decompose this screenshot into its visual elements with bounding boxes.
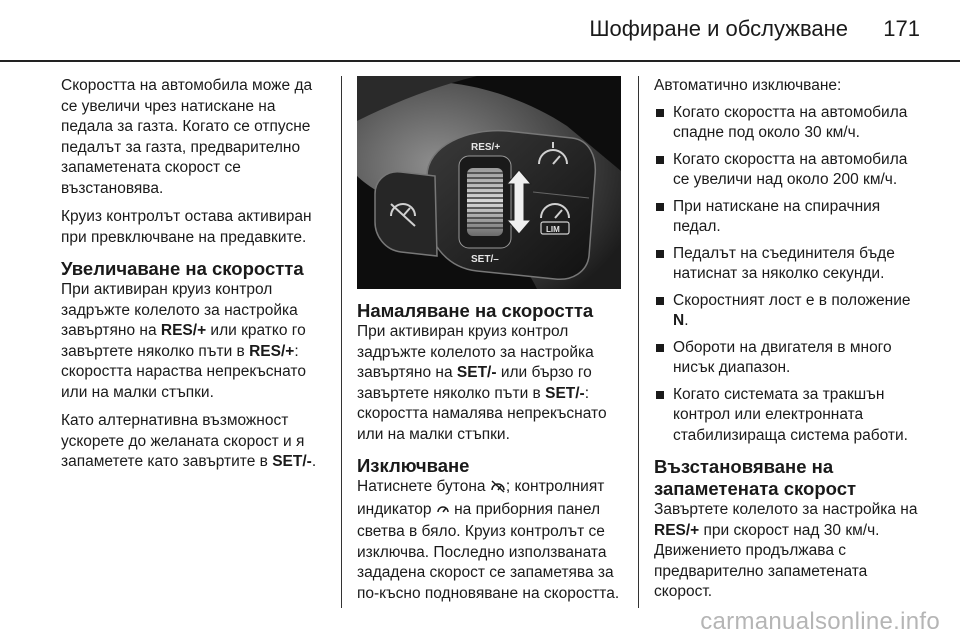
paragraph: При активиран круиз контрол задръжте колелото за настройка завъртяно на RES/+ или кратко го завъртете няколко пъти в RES/+: скоростта нараства непрекъснато или на малки стъпки. <box>61 281 306 401</box>
watermark: carmanualsonline.info <box>700 608 940 635</box>
key-label: SET/- <box>272 453 312 470</box>
section-heading-decrease: Намаляване на скоростта <box>357 300 594 321</box>
set-label: SET/– <box>471 254 499 265</box>
lim-label: LIM <box>546 225 560 234</box>
paragraph: Скоростта на автомобила може да се увеличи чрез натискане на педала за газта. Когато се отпусне педалът за газта, предварително запаметената скорост се възстановява. <box>61 77 313 197</box>
paragraph: При активиран круиз контрол задръжте колелото за настройка завъртяно на SET/- или бързо го завъртете няколко пъти в SET/-: скоростта намалява непрекъснато или на малки стъпки. <box>357 323 607 443</box>
paragraph: Завъртете колелото за настройка на RES/+ при скорост над 30 км/ч. Движението продължава с предварително запаметената скорост. <box>654 501 918 600</box>
header-rule <box>0 60 960 62</box>
page-number: 171 <box>883 16 920 41</box>
steering-wheel-controls-illustration <box>357 76 621 289</box>
list-item: Скоростният лост е в положение N. <box>654 291 924 332</box>
paragraph: Като алтернативна възможност ускорете до желаната скорост и я запаметете като завъртите в SET/-. <box>61 412 317 470</box>
column-divider-2 <box>638 76 639 608</box>
res-label: RES/+ <box>471 142 501 153</box>
column-2 <box>357 300 629 612</box>
column-1 <box>61 76 331 481</box>
list-item: Обороти на двигателя в много нисък диапазон. <box>654 338 924 379</box>
key-label: SET/- <box>456 364 497 381</box>
list-item: Педалът на съединителя бъде натиснат за няколко секунди. <box>654 244 924 285</box>
list-item: При натискане на спирачния педал. <box>654 197 924 238</box>
list-item: Когато системата за тракшън контрол или електронната стабилизираща система работи. <box>654 385 924 447</box>
steering-wheel-controls-photo <box>357 76 621 289</box>
section-heading-restore: Възстановяване на запаметената скорост <box>654 456 857 499</box>
key-label: RES/+ <box>249 342 295 360</box>
list-item: Когато скоростта на автомобила се увеличи над около 200 км/ч. <box>654 150 924 191</box>
section-heading-increase: Увеличаване на скоростта <box>61 258 304 279</box>
list-item: Когато скоростта на автомобила спадне под около 30 км/ч. <box>654 103 924 144</box>
section-heading-off: Изключване <box>357 455 470 476</box>
paragraph: Автоматично изключване: <box>654 77 842 94</box>
page-header <box>0 0 960 62</box>
paragraph: Круиз контролът остава активиран при превключване на предавките. <box>61 208 312 246</box>
cruise-indicator-icon <box>436 502 450 523</box>
auto-off-list <box>654 103 924 447</box>
cruise-off-icon <box>490 479 506 500</box>
paragraph: Натиснете бутона ; контролният индикатор на приборния панел светва в бяло. Круиз контролът се изключва. Последно използваната зададена скорост се запаметява за по-късно подновяване на скоростта. <box>357 478 620 602</box>
key-label: RES/+ <box>160 322 207 339</box>
column-3 <box>654 76 924 611</box>
key-label: SET/- <box>545 384 585 402</box>
page-title: Шофиране и обслужване <box>589 16 848 41</box>
key-label: RES/+ <box>654 521 700 539</box>
column-divider-1 <box>341 76 342 608</box>
key-label: N <box>673 312 685 329</box>
